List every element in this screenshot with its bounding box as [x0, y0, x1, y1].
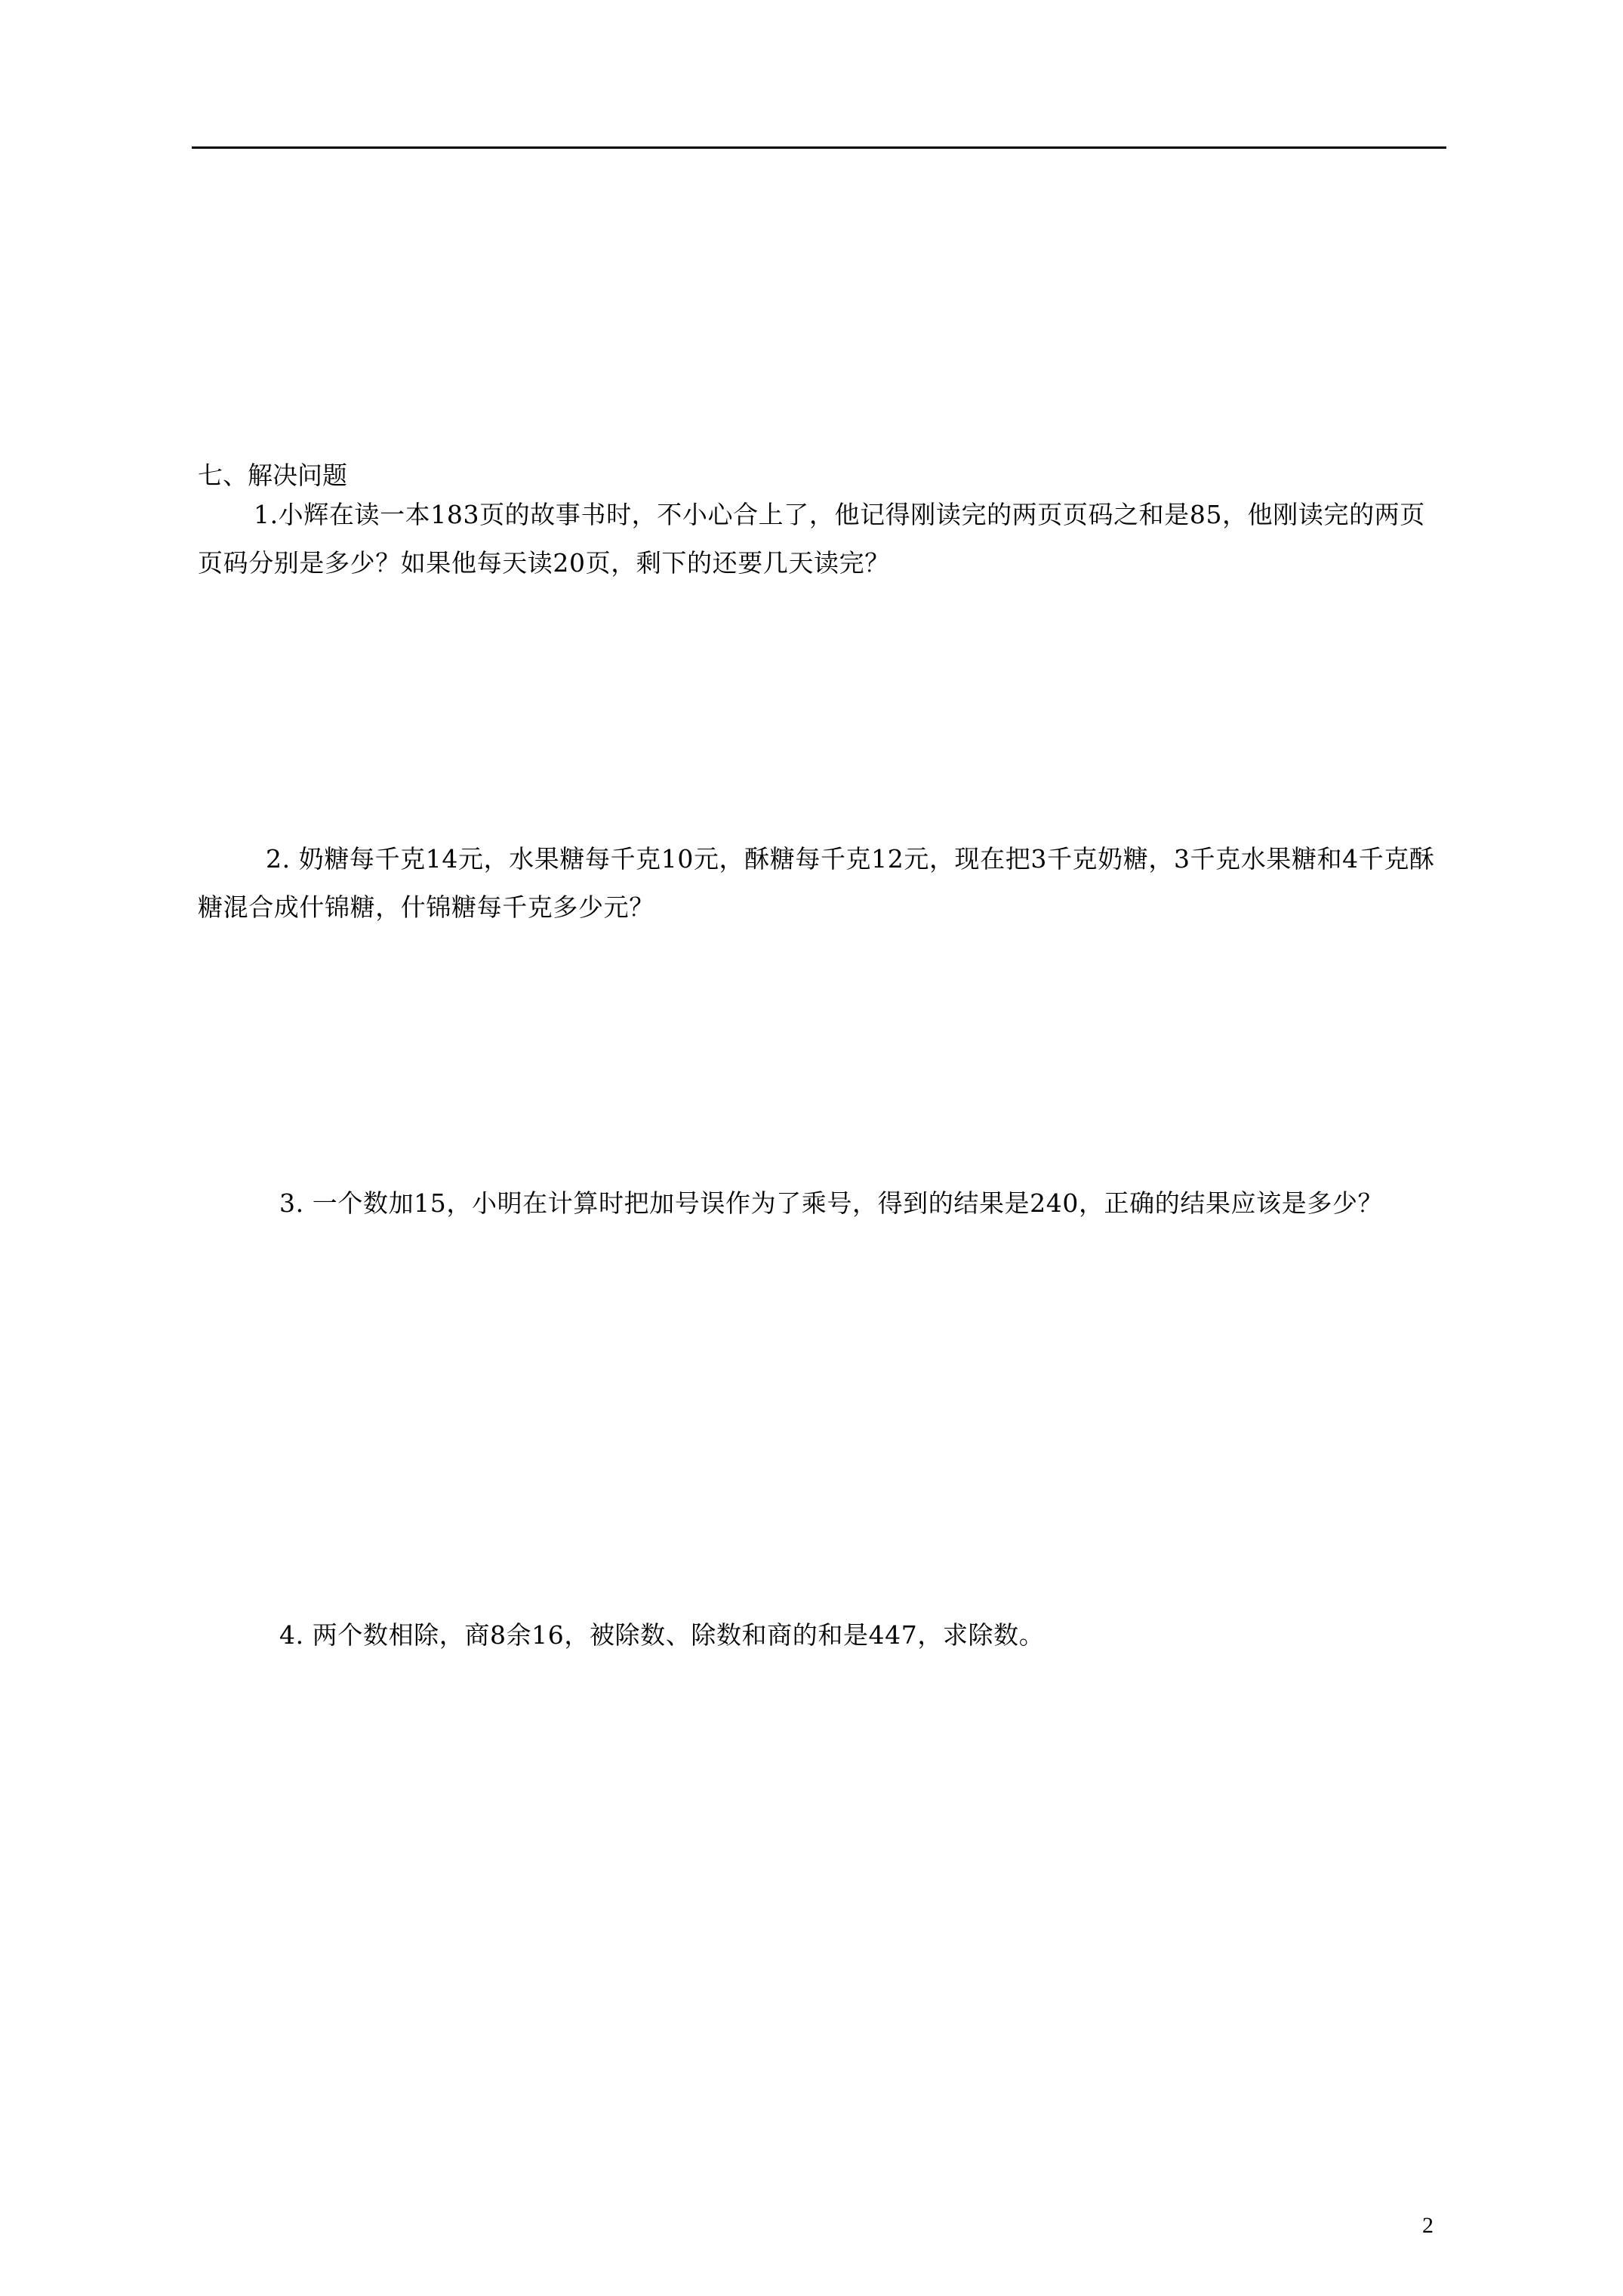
problem-4-text: 4. 两个数相除，商8余16，被除数、除数和商的和是447，求除数。 — [279, 1620, 1045, 1650]
page-number: 2 — [1422, 2213, 1434, 2238]
problem-1-text: 1.小辉在读一本183页的故事书时，不小心合上了，他记得刚读完的两页页码之和是85，他刚读完的两页页码分别是多少？如果他每天读20页，剩下的还要几天读完？ — [198, 500, 1425, 578]
problem-1 — [198, 491, 1449, 587]
problem-3 — [198, 1179, 1449, 1228]
section-title: 七、解决问题 — [198, 461, 347, 490]
problem-3-text: 3. 一个数加15，小明在计算时把加号误作为了乘号，得到的结果是240，正确的结果应该是多少？ — [279, 1188, 1384, 1218]
problem-2-text: 2. 奶糖每千克14元，水果糖每千克10元，酥糖每千克12元，现在把3千克奶糖，3千克水果糖和4千克酥糖混合成什锦糖，什锦糖每千克多少元？ — [198, 844, 1435, 922]
problem-4 — [198, 1611, 1449, 1660]
header-rule — [192, 146, 1446, 149]
problem-2 — [198, 835, 1449, 932]
